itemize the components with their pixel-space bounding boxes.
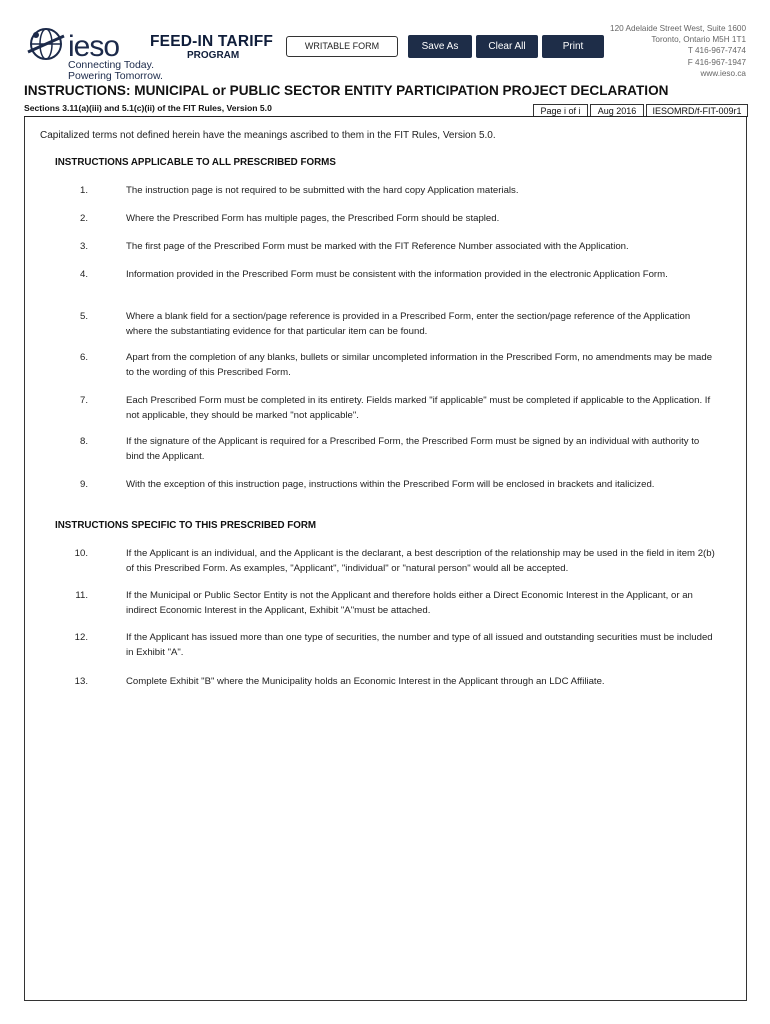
item-number: 12.: [74, 632, 88, 643]
item-text: Complete Exhibit "B" where the Municipality holds an Economic Interest in the Applicant through an LDC Affiliate.: [126, 676, 605, 687]
item-text: The first page of the Prescribed Form must be marked with the FIT Reference Number associated with the Application.: [126, 241, 629, 252]
document-title: INSTRUCTIONS: MUNICIPAL or PUBLIC SECTOR ENTITY PARTICIPATION PROJECT DECLARATION: [24, 83, 669, 98]
item-number: 6.: [79, 352, 88, 363]
program-title: FEED-IN TARIFF: [150, 33, 274, 50]
fax-line: F 416-967-1947: [687, 57, 746, 67]
website-link[interactable]: www.ieso.ca: [700, 68, 746, 78]
intro-text: Capitalized terms not defined herein have the meanings ascribed to them in the FIT Rules, Version 5.0.: [40, 130, 496, 141]
item-text: Where the Prescribed Form has multiple pages, the Prescribed Form should be stapled.: [126, 213, 500, 224]
tagline-line-1: Connecting Today.: [68, 59, 155, 71]
form-id: IESOMRD/f-FIT-009r1: [646, 104, 748, 117]
item-number: 7.: [79, 395, 88, 406]
item-number: 2.: [79, 213, 88, 224]
item-text: Each Prescribed Form must be completed in its entirety. Fields marked "if applicable" must be completed if applicable to the Application. If not applicable, they should be marked "not applicable".: [126, 395, 711, 421]
item-number: 13.: [74, 676, 88, 687]
item-text: Apart from the completion of any blanks, bullets or similar uncompleted information in the Prescribed Form, no amendments may be made to the wording of this Prescribed Form.: [126, 352, 713, 378]
address-block: [610, 23, 746, 79]
item-text: Information provided in the Prescribed Form must be consistent with the information provided in the electronic Application Form.: [126, 269, 668, 280]
item-text: If the Municipal or Public Sector Entity is not the Applicant and therefore holds either a Direct Economic Interest in the Applicant, or an indirect Economic Interest in the Applicant, Exhibit "A"must be attached.: [126, 590, 693, 616]
item-text: If the Applicant has issued more than one type of securities, the number and type of all issued and outstanding securities must be included in Exhibit "A".: [126, 632, 713, 658]
save-as-button[interactable]: Save As: [408, 35, 472, 58]
program-subtitle: PROGRAM: [187, 50, 240, 61]
print-button[interactable]: Print: [542, 35, 604, 58]
item-text: If the signature of the Applicant is required for a Prescribed Form, the Prescribed Form must be signed by an individual with authority to bind the Applicant.: [126, 436, 700, 462]
heading-specific-instructions: INSTRUCTIONS SPECIFIC TO THIS PRESCRIBED FORM: [55, 520, 317, 531]
address-line: 120 Adelaide Street West, Suite 1600: [610, 24, 746, 33]
item-number: 3.: [79, 241, 88, 252]
item-text: If the Applicant is an individual, and the Applicant is the declarant, a best description of the relationship may be used in the field in item 2(b) of this Prescribed Form. As examples, "Applicant", "individual" or "natural person" would all be accepted.: [126, 548, 715, 574]
form-date: Aug 2016: [590, 104, 644, 117]
item-text: With the exception of this instruction page, instructions within the Prescribed Form will be enclosed in brackets and italicized.: [126, 479, 655, 490]
item-number: 10.: [74, 548, 88, 559]
heading-general-instructions: INSTRUCTIONS APPLICABLE TO ALL PRESCRIBED FORMS: [55, 157, 336, 168]
ieso-logo: [24, 22, 174, 84]
clear-all-button[interactable]: Clear All: [476, 35, 538, 58]
page-number: Page i of i: [533, 104, 588, 117]
item-number: 9.: [79, 479, 88, 490]
sections-reference: Sections 3.11(a)(iii) and 5.1(c)(ii) of the FIT Rules, Version 5.0: [24, 103, 272, 113]
phone-line: T 416-967-7474: [687, 46, 746, 56]
item-number: 11.: [75, 590, 88, 601]
item-text: Where a blank field for a section/page reference is provided in a Prescribed Form, enter the section/page reference of the Application where the substantiating evidence for that particular item can be found.: [126, 311, 691, 337]
item-number: 1.: [79, 185, 88, 196]
globe-icon: [24, 22, 68, 66]
item-number: 8.: [79, 436, 88, 447]
item-number: 5.: [79, 311, 88, 322]
item-number: 4.: [79, 269, 88, 280]
item-text: The instruction page is not required to be submitted with the hard copy Application materials.: [126, 185, 519, 196]
writable-form-badge: WRITABLE FORM: [286, 36, 398, 57]
address-line: Toronto, Ontario M5H 1T1: [651, 35, 746, 45]
logo-wordmark: ieso: [68, 30, 120, 63]
tagline-line-2: Powering Tomorrow.: [68, 70, 163, 82]
logo-tagline: [68, 60, 163, 82]
